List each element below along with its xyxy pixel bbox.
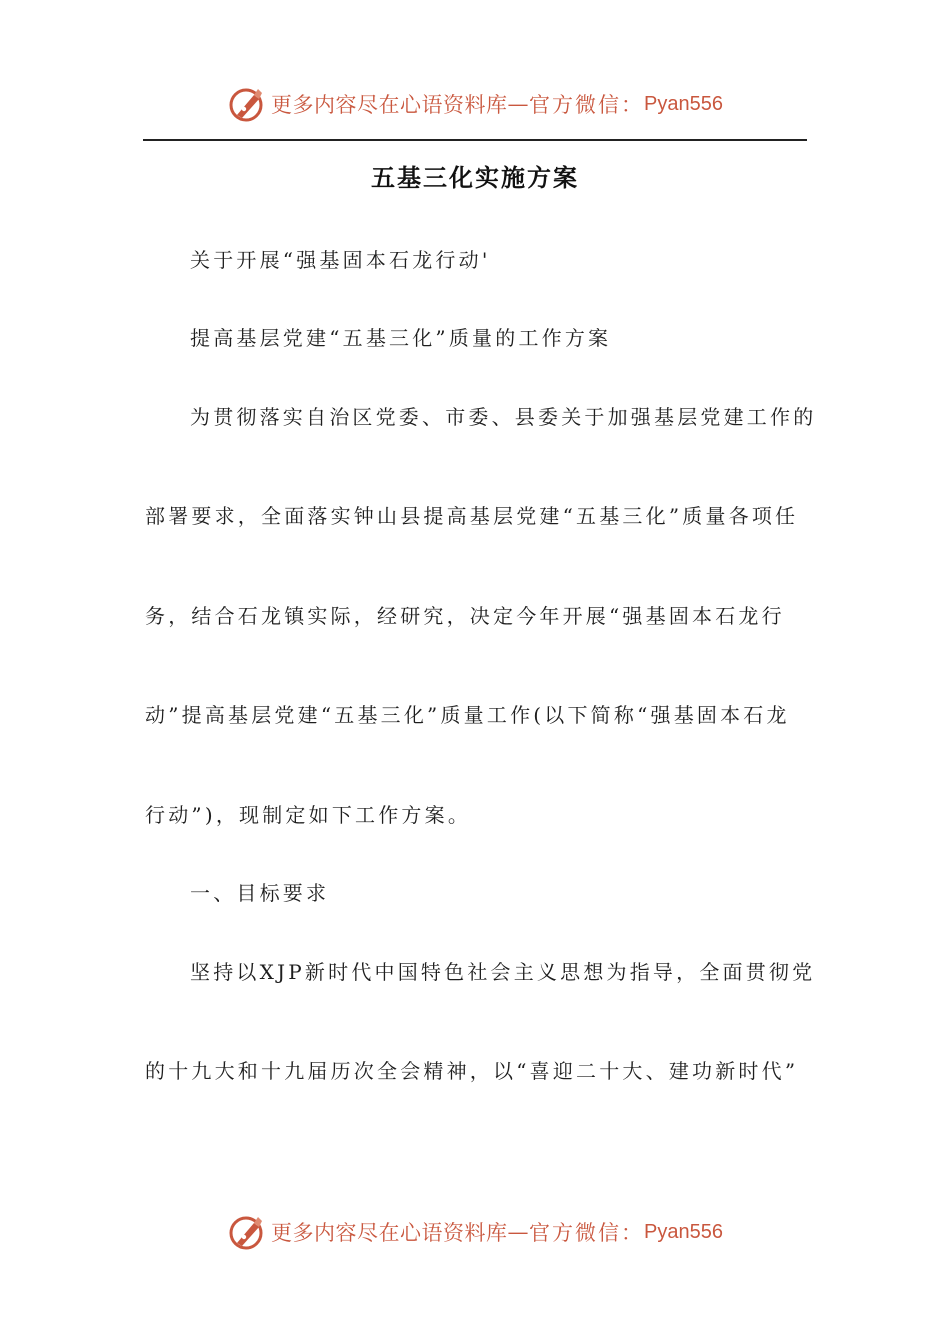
footer-wechat-label: 官方微信： xyxy=(529,1221,645,1245)
footer-dash: — xyxy=(507,1220,530,1244)
footer-watermark xyxy=(0,1210,950,1254)
header-wechat-label: 官方微信： xyxy=(529,93,645,117)
body-line: 部署要求，全面落实钟山县提高基层党建“五基三化”质量各项任 xyxy=(145,504,799,528)
body-line: 行动”)，现制定如下工作方案。 xyxy=(145,803,472,827)
header-dash: — xyxy=(507,92,530,116)
body-line: 关于开展“强基固本石龙行动' xyxy=(190,248,491,272)
pen-logo-icon xyxy=(227,1212,267,1252)
body-line: 提高基层党建“五基三化”质量的工作方案 xyxy=(190,326,612,350)
pen-logo-icon xyxy=(227,84,267,124)
body-line: 务，结合石龙镇实际，经研究，决定今年开展“强基固本石龙行 xyxy=(145,604,785,628)
header-watermark xyxy=(0,82,950,126)
document-title: 五基三化实施方案 xyxy=(371,163,579,192)
body-line: 的十九大和十九届历次全会精神，以“喜迎二十大、建功新时代” xyxy=(145,1059,799,1083)
footer-brand-text: 更多内容尽在心语资料库 xyxy=(271,1221,508,1245)
footer-wechat-id: Pyan556 xyxy=(644,1220,723,1243)
header-wechat-id: Pyan556 xyxy=(644,92,723,115)
body-line: 坚持以XJP新时代中国特色社会主义思想为指导，全面贯彻党 xyxy=(190,960,816,984)
header-brand-text: 更多内容尽在心语资料库 xyxy=(271,93,508,117)
section-heading: 一、目标要求 xyxy=(190,881,330,905)
body-line: 动”提高基层党建“五基三化”质量工作(以下简称“强基固本石龙 xyxy=(145,703,790,727)
header-divider xyxy=(143,139,807,141)
body-line: 为贯彻落实自治区党委、市委、县委关于加强基层党建工作的 xyxy=(190,405,817,429)
